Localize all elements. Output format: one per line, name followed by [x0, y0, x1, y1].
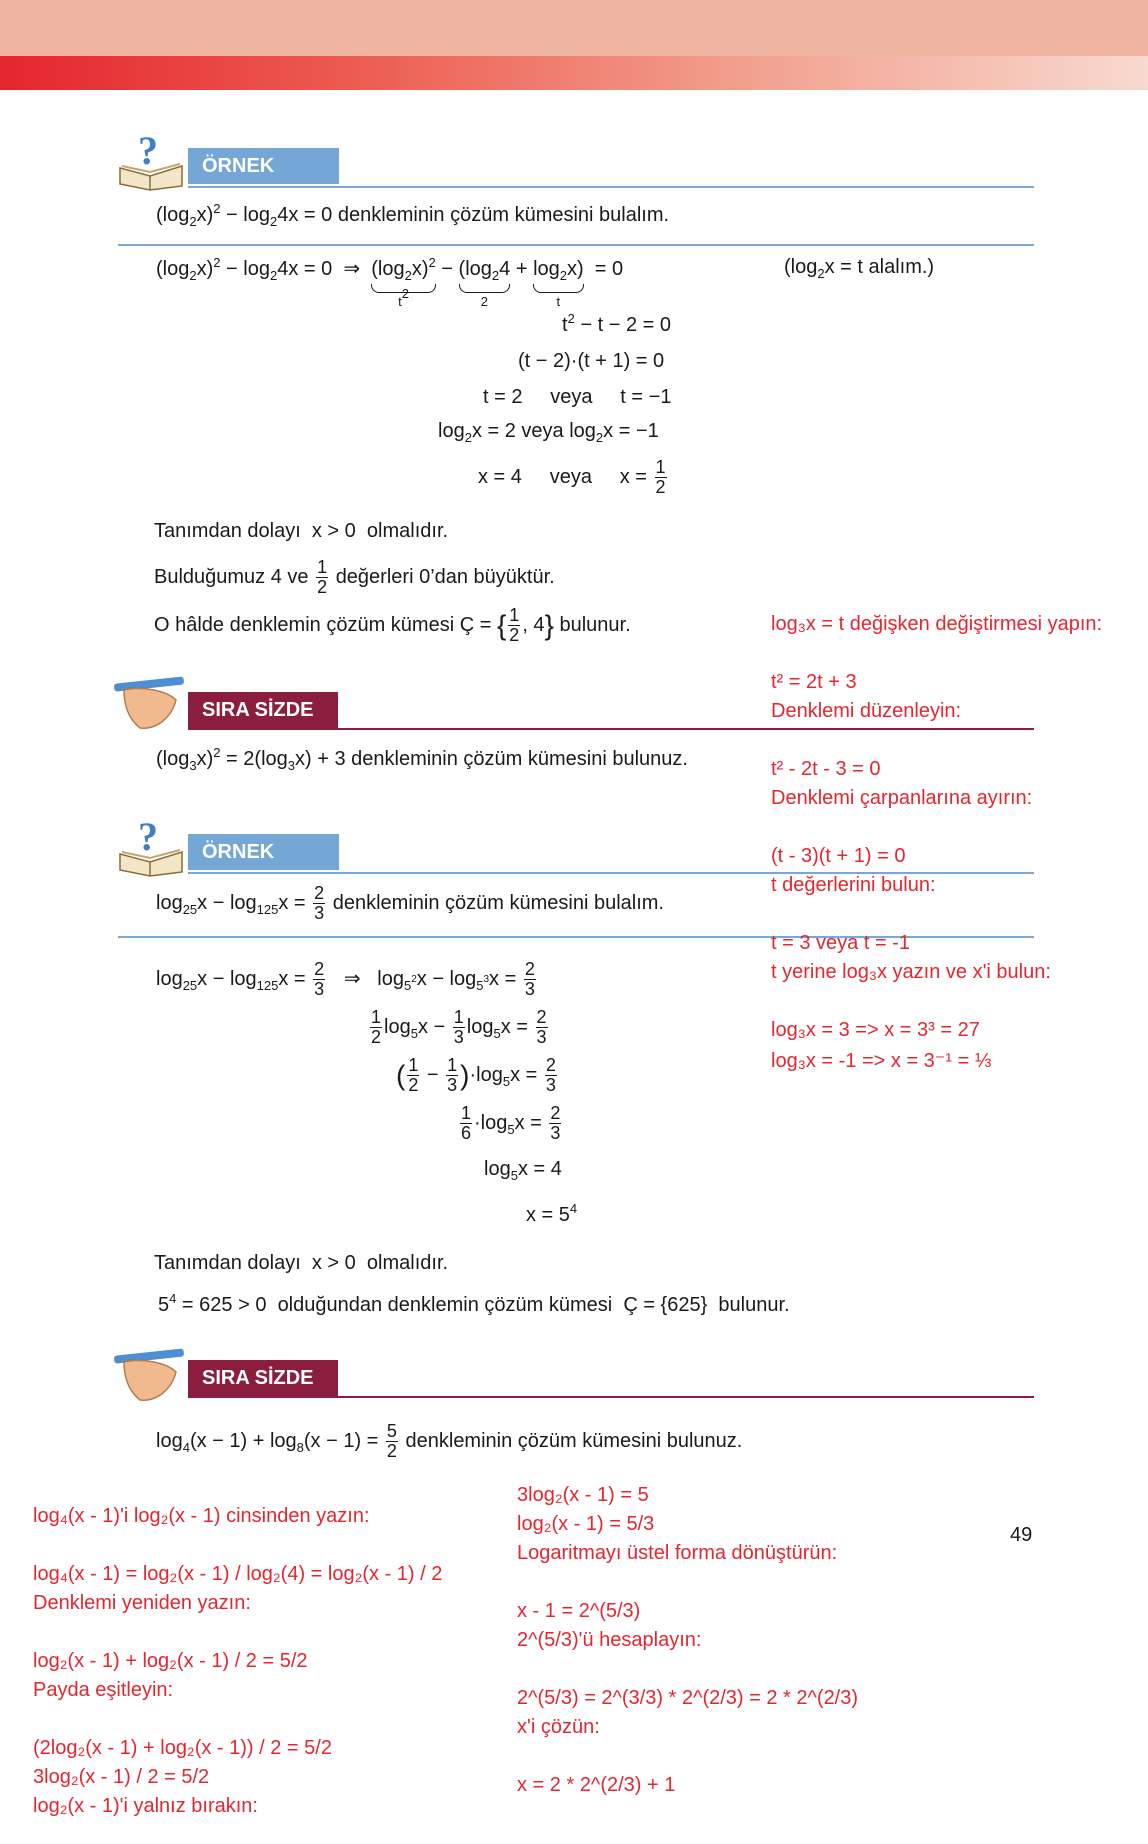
annotation-bottom-left: (2log₂(x - 1) + log₂(x - 1)) / 2 = 5/2 [33, 1737, 332, 1759]
solution-1-line-3: (t − 2)·(t + 1) = 0 [518, 350, 665, 372]
sira-sizde-label: SIRA SİZDE [188, 1360, 338, 1396]
annotation-bottom-right: log₂(x - 1) = 5/3 [517, 1513, 655, 1535]
domain-2: Tanımdan dolayı x > 0 olmalıdır. [154, 1252, 449, 1274]
problem-1-equation: $(\log_2x)^2 - \log_24x = 0$ denkleminin çözüm kümesini bulalım. [156, 201, 670, 229]
note-text: alalım. [868, 256, 928, 278]
section-rule [118, 244, 1034, 246]
solution-2-line-1: $\log_{25}x - \log_{125}x$ = $\frac{2}{3}$ ⇒ $\log_{5^2}x - \log_{5^3}x$ = $\frac{2}{3}$ [156, 959, 535, 999]
result-1: O hâlde denklemin çözüm kümesi Ç = { $\frac{1}{2}$ , 4} bulunur. [154, 605, 631, 645]
annotation-bottom-right: Logaritmayı üstel forma dönüştürün: [517, 1542, 838, 1564]
found-values-1: Bulduğumuz 4 ve $\frac{1}{2}$ değerleri 0’dan büyüktür. [154, 557, 555, 597]
book-question-icon [116, 814, 188, 878]
annotation-bottom-left: log₄(x - 1) = log₂(x - 1) / log₂(4) = log₂(x - 1) / 2 [33, 1563, 443, 1585]
section-rule [188, 728, 1034, 730]
annotation-right: (t - 3)(t + 1) = 0 [771, 845, 906, 867]
solution-2-line-3: ( $\frac{1}{2}$ − $\frac{1}{3}$ )$\cdot\log_5x$ = $\frac{2}{3}$ [396, 1055, 556, 1095]
section-rule [188, 1396, 1034, 1398]
annotation-right: log₃x = t değişken değiştirmesi yapın: [771, 613, 1103, 635]
hand-pen-icon [110, 1344, 190, 1408]
section-rule [188, 186, 1034, 188]
sira-sizde-label: SIRA SİZDE [188, 692, 338, 728]
annotation-right: log₃x = 3 => x = 3³ = 27 [771, 1019, 980, 1041]
annotation-bottom-left: log₂(x - 1)'i yalnız bırakın: [33, 1795, 258, 1817]
annotation-bottom-left: Payda eşitleyin: [33, 1679, 174, 1701]
underbrace-2: ($\log_24$ 2 [458, 258, 511, 309]
annotation-right: t = 3 veya t = -1 [771, 932, 910, 954]
sira-2-problem-text: denkleminin çözüm kümesini bulunuz. [405, 1429, 743, 1452]
annotation-bottom-right: x = 2 * 2^(2/3) + 1 [517, 1774, 676, 1796]
annotation-bottom-left: 3log₂(x - 1) / 2 = 5/2 [33, 1766, 210, 1788]
svg-text:?: ? [138, 128, 158, 173]
annotation-bottom-right: 3log₂(x - 1) = 5 [517, 1484, 649, 1506]
annotation-bottom-right: x'i çözün: [517, 1716, 600, 1738]
solution-1-line-1: $(\log_2x)^2 - \log_24x = 0$ ⇒ $(\log_2x)^2$ $t^2$ − ($\log_24$ 2 + $\log_2x$) t = 0 [156, 255, 624, 309]
svg-text:?: ? [138, 814, 158, 859]
book-question-icon [116, 128, 188, 192]
annotation-right: Denklemi çarpanlarına ayırın: [771, 787, 1033, 809]
underbrace-t: $\log_2x$) t [533, 258, 584, 309]
annotation-right: Denklemi düzenleyin: [771, 700, 962, 722]
annotation-right: t² - 2t - 3 = 0 [771, 758, 881, 780]
underbrace-t2: $(\log_2x)^2$ $t^2$ [371, 255, 436, 309]
solution-1-line-2: $t^2 - t - 2 = 0$ [562, 311, 671, 336]
result-2: $5^4 = 625 > 0$ olduğundan denklemin çözüm kümesi Ç = {625} bulunur. [158, 1291, 790, 1316]
annotation-bottom-right: 2^(5/3) = 2^(3/3) * 2^(2/3) = 2 * 2^(2/3) [517, 1687, 859, 1709]
sira-2-problem: $\log_4(x - 1) + \log_8(x - 1)$ = $\frac{5}{2}$ denkleminin çözüm kümesini bulunuz. [156, 1421, 743, 1461]
problem-1-text: denkleminin çözüm kümesini bulalım. [337, 204, 670, 226]
ornek-label: ÖRNEK [188, 148, 339, 184]
solution-1-line-6: x = 4 veya x = $\frac{1}{2}$ [478, 457, 666, 497]
annotation-bottom-left: log₄(x - 1)'i log₂(x - 1) cinsinden yazın: [33, 1505, 370, 1527]
sira-1-problem: $(\log_3x)^2 = 2(\log_3x) + 3$ denkleminin çözüm kümesini bulunuz. [156, 745, 688, 773]
annotation-right: t² = 2t + 3 [771, 671, 857, 693]
solution-1-line-5: $\log_2x = 2$ veya $\log_2x = -1$ [438, 420, 659, 445]
annotation-right: t değerlerini bulun: [771, 874, 936, 896]
solution-1-line-4: t = 2 veya t = −1 [483, 386, 672, 408]
page-number: 49 [1010, 1524, 1033, 1546]
solution-2-line-5: $\log_5x = 4$ [484, 1158, 562, 1183]
solution-2-line-6: $x = 5^4$ [526, 1201, 578, 1226]
substitution-note: ($\log_2x = t$ alalım.) [784, 256, 935, 281]
hand-pen-icon [110, 672, 190, 736]
annotation-bottom-left: log₂(x - 1) + log₂(x - 1) / 2 = 5/2 [33, 1650, 308, 1672]
annotation-bottom-left: Denklemi yeniden yazın: [33, 1592, 251, 1614]
solution-2-line-2: $\frac{1}{2}$ $\log_5x$ − $\frac{1}{3}$ $\log_5x$ = $\frac{2}{3}$ [371, 1007, 547, 1047]
annotation-right: log₃x = -1 => x = 3⁻¹ = ⅓ [771, 1050, 992, 1072]
annotation-right: t yerine log₃x yazın ve x'i bulun: [771, 961, 1051, 983]
annotation-bottom-right: x - 1 = 2^(5/3) [517, 1600, 641, 1622]
solution-2-line-4: $\frac{1}{6}$ $\cdot\log_5x$ = $\frac{2}{3}$ [461, 1103, 561, 1143]
sira-1-problem-text: denkleminin çözüm kümesini bulunuz. [351, 748, 688, 770]
annotation-bottom-right: 2^(5/3)'ü hesaplayın: [517, 1629, 702, 1651]
problem-2-text: denkleminin çözüm kümesini bulalım. [332, 891, 664, 914]
header-stripe [0, 56, 1148, 90]
problem-2-equation: $\log_{25}x - \log_{125}x$ = $\frac{2}{3}$ denkleminin çözüm kümesini bulalım. [156, 883, 664, 923]
ornek-label: ÖRNEK [188, 834, 339, 870]
domain-1: Tanımdan dolayı x > 0 olmalıdır. [154, 520, 449, 542]
